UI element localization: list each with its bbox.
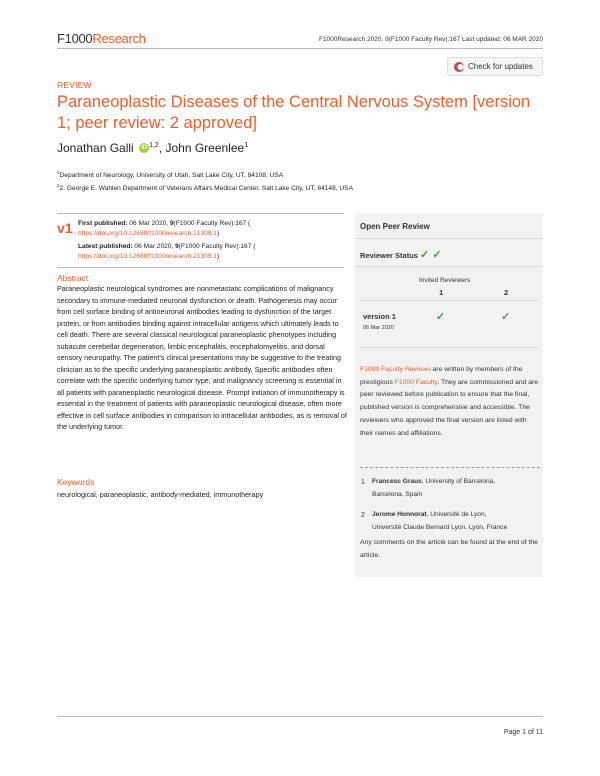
peer-review-title: Open Peer Review (360, 222, 430, 231)
faculty-link[interactable]: F1000 Faculty (394, 378, 438, 386)
affiliation-text: Department of Neurology, University of Utah, Salt Lake City, UT, 84108, USA (59, 172, 284, 180)
invited-reviewers-label: Invited Reviewers (419, 277, 471, 284)
latest-published-doi-link[interactable]: https://doi.org/10.12688/f1000research.21309.1 (78, 253, 217, 260)
orcid-icon[interactable]: iD (141, 145, 148, 151)
first-published-volume: 9 (169, 220, 174, 227)
latest-published (78, 242, 340, 262)
latest-published-close: ) (216, 253, 220, 260)
author-list (57, 141, 248, 155)
reviewer-status-label: Reviewer Status (360, 251, 418, 260)
faculty-review-info (360, 364, 540, 440)
version-label: version 1 (363, 312, 396, 321)
affiliation-number: 1 (57, 170, 60, 175)
approved-check-icon: ✓ ✓ (420, 249, 442, 261)
journal-logo (57, 31, 146, 46)
faculty-reviews-link[interactable]: F1000 Faculty Reviews (360, 366, 431, 373)
reviewer-entry (372, 508, 542, 534)
keywords-heading: Keywords (57, 477, 95, 487)
footer-divider (57, 716, 543, 717)
reviewer-affiliation: Université Claude Bernard Lyon, Lyon, France (372, 524, 508, 531)
reviewer-column-header[interactable]: 2 (504, 288, 509, 297)
check-for-updates-button[interactable] (447, 57, 543, 76)
logo-suffix: Research (92, 31, 146, 46)
first-published-label: First published: (78, 220, 128, 227)
latest-published-rest: (F1000 Faculty Rev):167 ( (178, 243, 256, 250)
header-divider (57, 48, 543, 49)
keywords-text: neurological, paraneoplastic, antibody-mediated, immunotherapy (57, 490, 264, 499)
latest-published-label: Latest published: (78, 243, 133, 250)
panel-divider (355, 266, 543, 267)
first-published-rest: (F1000 Faculty Rev):167 ( (173, 220, 251, 227)
section-divider (57, 213, 344, 214)
reviewer-affiliation: Barcelona, Spain (372, 491, 423, 498)
article-type: REVIEW (57, 80, 92, 90)
reviewer-entry (372, 475, 542, 501)
author-affiliation-ref: 1,2 (149, 142, 159, 149)
affiliation-number: 2 (57, 183, 60, 188)
abstract-text: Paraneoplastic neurological syndromes are nonmetastatic complications of malignancy secondary to immune-mediated neuronal dysfunction or death. Pathogenesis may occur from cell surface binding of antineuronal antibodies leading to dysfunction of the target protein, or from antibodies binding against intracellular antigens which ultimately leads to cell death. There are several classical neurological paraneoplastic phenotypes including subacute cerebellar degeneration, limbic encephalitis, encephalomyelitis, and dorsal sensory neuropathy. The patient's clinical presentations may be suggestive to the treating clinician as to the specific underlying paraneoplastic antibody. Specific antibodies often correlate with the specific underlying tumor type, and malignancy screening is essential in all patients with paraneoplastic neurological disease. Prompt initiation of immunotherapy is essential in the treatment of patients with paraneoplastic neurological disease, often more effective in cell surface antibodies in comparison to intracellular antibodies, as is removal of the underlying tumor. (57, 284, 347, 431)
latest-published-date: 06 Mar 2020, (132, 243, 176, 250)
reviewer-list-divider (360, 467, 540, 468)
article-title: Paraneoplastic Diseases of the Central Nervous System [version 1; peer review: 2 approved] (57, 93, 531, 132)
reviewer-affiliation: , Université de Lyon, (426, 511, 487, 518)
panel-divider (360, 347, 538, 348)
affiliation (57, 183, 353, 192)
author-affiliation-ref: 1 (244, 142, 249, 149)
first-published-doi-link[interactable]: https://doi.org/10.12688/f1000research.21309.1 (78, 230, 217, 237)
header-citation: F1000Research 2020, 9(F1000 Faculty Rev):167 Last updated: 06 MAR 2020 (318, 36, 543, 43)
latest-published-volume: 9 (175, 243, 179, 250)
page-number: Page 1 of 11 (503, 729, 543, 736)
faculty-info-text: . They are commissioned and are peer reviewed before publication to ensure that the final, published version is comprehensive and accessible. The reviewers who approved the final version are listed with their names and affiliations. (360, 378, 539, 437)
section-divider (57, 267, 344, 268)
abstract-heading: Abstract (57, 273, 89, 283)
affiliation-text: 2. George E. Wahlen Department of Veterans Affairs Medical Center, Salt Lake City, UT, 84148, USA (59, 185, 353, 193)
reviewer-name[interactable]: Francesc Graus (372, 478, 422, 485)
first-published (78, 219, 340, 239)
panel-divider (360, 300, 538, 301)
comments-note: Any comments on the article can be found at the end of the article. (360, 539, 538, 559)
first-published-date: 06 Mar 2020, (127, 220, 170, 227)
reviewer-column-header[interactable]: 1 (439, 288, 444, 297)
check-for-updates-label: Check for updates (468, 62, 533, 71)
author-name[interactable]: Jonathan Galli (57, 141, 134, 155)
reviewer-affiliation: , University of Barcelona, (421, 478, 496, 485)
reviewer-number: 2 (361, 512, 365, 519)
reviewer-number: 1 (361, 479, 365, 486)
reviewer-status (360, 248, 442, 261)
version-date: 06 Mar 2020 (363, 325, 394, 331)
author-separator: , (158, 141, 166, 155)
crossmark-icon (454, 62, 464, 72)
approved-check-icon[interactable]: ✓ (501, 311, 511, 323)
reviewer-name[interactable]: Jerome Honnorat (372, 511, 427, 518)
logo-prefix: F1000 (57, 31, 93, 46)
panel-divider (355, 238, 543, 239)
approved-check-icon[interactable]: ✓ (436, 311, 446, 323)
author-name[interactable]: John Greenlee (165, 141, 245, 155)
first-published-close: ) (216, 230, 220, 237)
affiliation (57, 170, 283, 179)
version-badge: v1 (57, 220, 73, 236)
faculty-info-text: are written by members of the prestigious (360, 366, 523, 386)
